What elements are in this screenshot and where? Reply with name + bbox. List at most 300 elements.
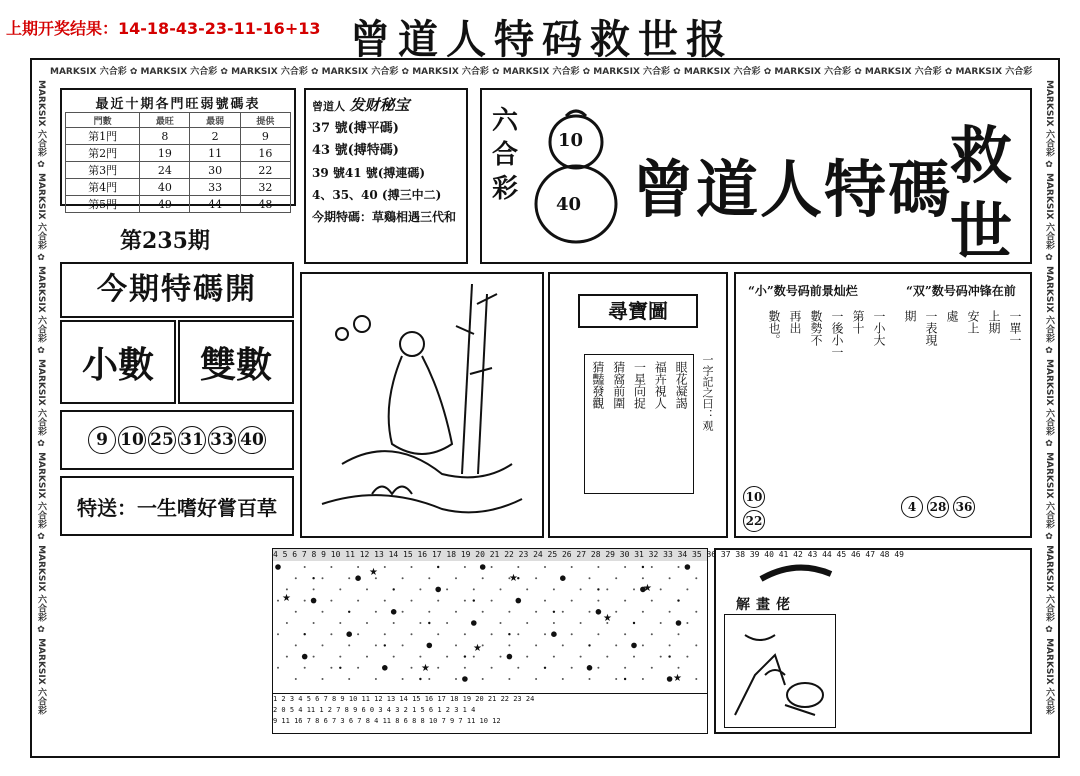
grid-dot <box>633 622 635 624</box>
grid-dot <box>402 577 404 579</box>
table-cell: 40 <box>140 179 190 196</box>
strip-text: MARKSIX 六合彩 <box>1044 452 1054 529</box>
table-cell: 44 <box>190 196 240 213</box>
grid-dot <box>562 611 564 613</box>
grid-dot <box>357 600 359 602</box>
strip-text: MARKSIX 六合彩 <box>321 67 399 77</box>
table-row <box>66 179 291 196</box>
grid-dot <box>695 577 697 579</box>
grid-dot <box>277 667 279 669</box>
table-row <box>66 196 291 213</box>
commentary-column: 數也。 <box>767 310 781 346</box>
commentary-box <box>734 272 1032 538</box>
grid-dot <box>686 588 688 590</box>
grid-dot <box>402 678 404 680</box>
strip-text: MARKSIX 六合彩 <box>1044 80 1054 157</box>
grid-dot <box>382 665 388 671</box>
grid-dot <box>313 622 315 624</box>
lady-illustration <box>300 272 544 538</box>
strip-text: MARKSIX 六合彩 <box>593 67 671 77</box>
grid-dot <box>597 566 599 568</box>
grid-dot <box>419 678 421 680</box>
grid-dot <box>596 609 602 615</box>
table-cell: 49 <box>140 196 190 213</box>
poem-column: 眼花凝謁 <box>674 361 689 409</box>
grid-dot <box>633 588 635 590</box>
grid-footer-row: 9 11 16 7 8 6 7 3 6 7 8 4 11 8 6 8 8 10 7 9 7 11 10 12 <box>273 717 501 725</box>
number-ball: 10 <box>743 486 765 508</box>
grid-dot <box>580 656 582 658</box>
grid-dot <box>473 588 475 590</box>
commentary-column: 再出 <box>788 310 802 334</box>
commentary-text-a <box>746 310 886 506</box>
lady-drawing-icon <box>302 274 542 536</box>
tip-line: 39 號41 號(搏連碼) <box>312 166 426 180</box>
grid-dot <box>393 656 395 658</box>
strip-text: MARKSIX 六合彩 <box>36 545 46 622</box>
grid-dot <box>419 656 421 658</box>
grid-dot <box>384 633 386 635</box>
grid-dot <box>589 611 591 613</box>
grid-dot <box>393 588 395 590</box>
table-cell: 30 <box>190 162 240 179</box>
grid-dot <box>339 656 341 658</box>
grid-dot <box>597 600 599 602</box>
grid-dot <box>491 566 493 568</box>
grid-dot <box>391 609 397 615</box>
grid-dot <box>597 633 599 635</box>
grid-dot <box>339 622 341 624</box>
grid-dot <box>686 622 688 624</box>
grid-dot <box>491 667 493 669</box>
grid-dot <box>419 622 421 624</box>
table-header: 最旺 <box>140 113 190 128</box>
grid-dot <box>589 678 591 680</box>
left-border-strip: MARKSIX 六合彩 ✿ MARKSIX 六合彩 ✿ MARKSIX 六合彩 ✿ MARKSIX 六合彩 ✿ MARKSIX 六合彩 ✿ MARKSIX 六合彩 ✿ MARKSIX 六合彩 <box>36 80 46 715</box>
special-open-left: 小數 <box>60 320 176 404</box>
grid-dot <box>642 644 644 646</box>
commentary-column: 上期 <box>987 310 1001 334</box>
commentary-column: 一小大 <box>872 310 886 346</box>
strip-text: MARKSIX 六合彩 <box>1044 266 1054 343</box>
grid-dot <box>357 667 359 669</box>
grid-dot <box>676 620 682 626</box>
grid-dot <box>286 588 288 590</box>
commentary-column: 數勢不 <box>809 310 823 346</box>
grid-dot <box>678 667 680 669</box>
table-cell: 第3門 <box>66 162 140 179</box>
grid-dot <box>562 678 564 680</box>
grid-dot <box>677 599 679 601</box>
grid-star: ★ <box>673 673 682 684</box>
commentary-column: 安上 <box>966 310 980 334</box>
grid-dot <box>384 644 386 646</box>
strip-text: MARKSIX 六合彩 <box>36 638 46 715</box>
table-cell: 8 <box>140 128 190 145</box>
weak-table-title: 最近十期各門旺弱號碼表 <box>95 97 261 112</box>
table-header-row <box>66 113 291 128</box>
table-cell: 第4門 <box>66 179 140 196</box>
grid-dot <box>339 588 341 590</box>
strip-text: MARKSIX 六合彩 <box>1044 545 1054 622</box>
table-cell: 48 <box>240 196 290 213</box>
grid-dot <box>428 622 430 624</box>
grid-dot <box>464 667 466 669</box>
grid-dot <box>437 566 439 568</box>
grid-dot <box>295 644 297 646</box>
grid-dot <box>322 577 324 579</box>
grid-dot <box>357 566 359 568</box>
grid-dot <box>631 643 637 649</box>
grid-dot <box>302 654 308 660</box>
grid-dot <box>464 600 466 602</box>
table-header: 門數 <box>66 113 140 128</box>
grid-dot <box>667 676 673 682</box>
grid-dot <box>642 566 644 568</box>
issue-number: 第235期 <box>120 228 210 254</box>
grid-footer-row: 2 0 5 4 11 1 2 7 8 9 6 0 3 4 3 2 1 5 6 1 2 3 1 4 <box>273 706 476 714</box>
liuhecai-label: 六合彩 <box>492 106 519 204</box>
grid-dot <box>482 678 484 680</box>
grid-dot <box>464 566 466 568</box>
poem-column: 猜窩前圍 <box>611 361 626 409</box>
grid-dot <box>669 644 671 646</box>
grid-dot <box>642 577 644 579</box>
table-cell: 24 <box>140 162 190 179</box>
grid-dot <box>660 622 662 624</box>
tips-person: 曾道人 <box>312 100 345 113</box>
grid-dot <box>366 588 368 590</box>
commentary-head-small: “小”数号码前景灿烂 <box>748 284 858 298</box>
treasure-poem <box>584 354 694 494</box>
special-open-right: 雙數 <box>178 320 294 404</box>
strip-text: MARKSIX 六合彩 <box>683 67 761 77</box>
grid-dot <box>384 600 386 602</box>
grid-dot <box>455 644 457 646</box>
grid-dot <box>606 588 608 590</box>
commentary-column: 處 <box>945 310 959 322</box>
grid-dot <box>446 656 448 658</box>
weak-strong-table-box <box>60 88 296 211</box>
grid-dot <box>508 644 510 646</box>
grid-dot <box>346 631 352 637</box>
grid-dot <box>597 667 599 669</box>
treasure-sign: 尋寶圖 <box>578 294 698 328</box>
grid-dot <box>437 600 439 602</box>
table-cell: 第1門 <box>66 128 140 145</box>
grid-dot <box>355 575 361 581</box>
strip-text: MARKSIX 六合彩 <box>412 67 489 77</box>
logo-brand: 曾道人特碼 <box>632 153 953 226</box>
grid-dot <box>535 577 537 579</box>
grid-dot <box>482 577 484 579</box>
grid-dot <box>651 667 653 669</box>
grid-dot <box>330 633 332 635</box>
commentary-balls-b <box>900 496 976 518</box>
strip-text: MARKSIX 六合彩 <box>864 67 942 77</box>
commentary-column: 一後小一 <box>830 310 844 358</box>
number-ball: 28 <box>927 496 949 518</box>
number-ball: 25 <box>148 426 176 454</box>
grid-dot <box>507 654 513 660</box>
strip-text: MARKSIX 六合彩 <box>231 67 308 77</box>
grid-dot <box>526 588 528 590</box>
grid-dot <box>516 598 522 604</box>
table-cell: 16 <box>240 145 290 162</box>
grid-dot <box>482 644 484 646</box>
grid-dot <box>437 633 439 635</box>
grid-dot <box>668 655 670 657</box>
grid-dot <box>500 656 502 658</box>
grid-dot <box>678 566 680 568</box>
grid-dot <box>678 633 680 635</box>
grid-dot <box>277 633 279 635</box>
grid-dot <box>624 600 626 602</box>
grid-dot <box>517 633 519 635</box>
grid-dot <box>615 611 617 613</box>
poem-column: 一星向捉 <box>632 361 647 409</box>
grid-header-numbers: 4 5 6 7 8 9 10 11 12 13 14 15 16 17 18 19 20 21 22 23 24 25 26 27 28 29 30 31 32 33 34 35 36 37 38 39 40 41 42 43 44 45 46 47 48 49 <box>273 550 904 559</box>
treasure-map-box <box>548 272 728 538</box>
number-ball: 31 <box>178 426 206 454</box>
grid-dot <box>651 633 653 635</box>
grid-dot <box>304 633 306 635</box>
strip-text: MARKSIX 六合彩 <box>1044 173 1054 250</box>
grid-dot <box>348 678 350 680</box>
grid-dot <box>535 678 537 680</box>
grid-dot <box>437 667 439 669</box>
strip-text: MARKSIX 六合彩 <box>36 359 46 436</box>
number-ball: 10 <box>118 426 146 454</box>
commentary-text-b <box>892 310 1022 506</box>
grid-dot <box>428 611 430 613</box>
grid-dot <box>295 577 297 579</box>
table-cell: 22 <box>240 162 290 179</box>
table-header: 最弱 <box>190 113 240 128</box>
grid-dot <box>580 622 582 624</box>
grid-dot <box>508 633 510 635</box>
grid-dot <box>560 575 566 581</box>
grid-dot <box>685 564 691 570</box>
grid-dot <box>311 598 317 604</box>
grid-dot <box>411 600 413 602</box>
grid-dot <box>633 656 635 658</box>
grid-dot <box>587 665 593 671</box>
tips-header <box>312 94 460 118</box>
grid-dot <box>295 611 297 613</box>
grid-footer <box>273 693 707 727</box>
brush-stroke-icon <box>756 554 836 588</box>
grid-dot <box>526 656 528 658</box>
grid-dot <box>571 667 573 669</box>
grid-dot <box>624 566 626 568</box>
grid-dot <box>669 577 671 579</box>
table-cell: 19 <box>140 145 190 162</box>
zodiac-gift: 特送：一生嗜好嘗百草 <box>60 476 294 536</box>
grid-dot <box>411 667 413 669</box>
dot-grid-drawing <box>273 561 707 689</box>
grid-dot <box>393 622 395 624</box>
grid-dot <box>669 611 671 613</box>
commentary-column: 一表現 <box>924 310 938 346</box>
commentary-column: 期 <box>903 310 917 322</box>
grid-dot <box>553 588 555 590</box>
grid-dot <box>517 566 519 568</box>
table-row <box>66 145 291 162</box>
number-ball: 36 <box>953 496 975 518</box>
tip-line: 4、35、40 (搏三中二) <box>312 188 442 202</box>
grid-dot <box>304 600 306 602</box>
grid-dot <box>606 656 608 658</box>
grid-dot <box>660 588 662 590</box>
grid-dot <box>455 577 457 579</box>
grid-dot <box>473 599 475 601</box>
weak-table <box>65 112 291 213</box>
grid-star: ★ <box>282 593 291 604</box>
number-ball: 22 <box>743 510 765 532</box>
strip-text: MARKSIX 六合彩 <box>36 173 46 250</box>
grid-dot <box>304 667 306 669</box>
grid-dot <box>491 633 493 635</box>
grid-dot <box>322 644 324 646</box>
right-border-strip: MARKSIX 六合彩 ✿ MARKSIX 六合彩 ✿ MARKSIX 六合彩 ✿ MARKSIX 六合彩 ✿ MARKSIX 六合彩 ✿ MARKSIX 六合彩 ✿ MARKSIX 六合彩 <box>1044 80 1054 715</box>
strip-text: MARKSIX 六合彩 <box>36 452 46 529</box>
strip-text: MARKSIX 六合彩 <box>36 266 46 343</box>
special-open-title-box <box>60 262 294 318</box>
grid-dot <box>428 678 430 680</box>
grid-dot <box>571 600 573 602</box>
grid-dot <box>446 588 448 590</box>
grid-dot <box>455 678 457 680</box>
grid-dot <box>322 678 324 680</box>
grid-dot <box>295 678 297 680</box>
gourd-icon <box>526 106 626 246</box>
table-cell: 33 <box>190 179 240 196</box>
last-result-label: 上期开奖结果： <box>6 19 119 38</box>
commentary-balls-a <box>742 486 766 532</box>
grid-dot <box>411 633 413 635</box>
grid-dot <box>526 622 528 624</box>
grid-dot <box>624 667 626 669</box>
table-cell: 2 <box>190 128 240 145</box>
grid-dot <box>686 656 688 658</box>
table-header: 提供 <box>240 113 290 128</box>
grid-dot <box>375 678 377 680</box>
gourd-number-top: 10 <box>558 130 584 151</box>
poem-column: 福卉視人 <box>653 361 668 409</box>
grid-dot <box>366 656 368 658</box>
grid-dot <box>615 678 617 680</box>
number-ball: 4 <box>901 496 923 518</box>
grid-dot <box>419 588 421 590</box>
grid-star: ★ <box>509 573 518 584</box>
grid-star: ★ <box>603 613 612 624</box>
number-ball: 9 <box>88 426 116 454</box>
grid-dot <box>455 611 457 613</box>
grid-dot <box>491 600 493 602</box>
last-result <box>6 16 320 39</box>
grid-dot <box>571 566 573 568</box>
grid-dot <box>411 566 413 568</box>
grid-dot <box>551 631 557 637</box>
grid-dot <box>464 655 466 657</box>
grid-dot <box>597 588 599 590</box>
grid-dot <box>651 600 653 602</box>
grid-star: ★ <box>369 567 378 578</box>
commentary-head-even: “双”数号码冲锋在前 <box>906 284 1016 298</box>
grid-star: ★ <box>643 583 652 594</box>
grid-dot <box>544 667 546 669</box>
grid-dot <box>366 622 368 624</box>
grid-dot <box>615 644 617 646</box>
grid-dot <box>357 633 359 635</box>
grid-star: ★ <box>421 663 430 674</box>
strip-text: MARKSIX 六合彩 <box>502 67 580 77</box>
grid-dot <box>435 587 441 593</box>
grid-dot <box>553 622 555 624</box>
strip-text: MARKSIX 六合彩 <box>36 80 46 157</box>
tip-line: 43 號(搏特碼) <box>312 143 399 158</box>
last-result-numbers: 14-18-43-23-11-16+13 <box>118 19 321 38</box>
table-cell: 第2門 <box>66 145 140 162</box>
today-special: 今期特碼：草鷄相遇三代和 <box>312 210 457 224</box>
strip-text: MARKSIX 六合彩 <box>140 67 218 77</box>
tip-line: 37 號(搏平碼) <box>312 121 399 136</box>
grid-dot <box>384 566 386 568</box>
grid-dot <box>286 656 288 658</box>
grid-dot <box>277 600 279 602</box>
grid-dot <box>642 611 644 613</box>
grid-dot <box>313 588 315 590</box>
grid-dot <box>339 667 341 669</box>
grid-dot <box>427 643 433 649</box>
grid-dot <box>535 644 537 646</box>
grid-dot <box>500 588 502 590</box>
grid-dot <box>508 611 510 613</box>
grid-dot <box>348 577 350 579</box>
grid-dot <box>473 656 475 658</box>
number-ball: 33 <box>208 426 236 454</box>
grid-dot <box>428 577 430 579</box>
grid-dot <box>313 656 315 658</box>
grid-dot <box>553 656 555 658</box>
puzzle-image-frame <box>724 614 836 728</box>
grid-footer-row: 1 2 3 4 5 6 7 8 9 10 11 12 13 14 15 16 17 18 19 20 21 22 23 24 <box>273 695 535 703</box>
recommended-numbers <box>60 410 294 470</box>
grid-dot <box>624 678 626 680</box>
grid-dot <box>580 588 582 590</box>
grid-dot <box>322 611 324 613</box>
gourd-number-bottom: 40 <box>556 194 582 215</box>
strip-text: MARKSIX 六合彩 <box>955 67 1033 77</box>
grid-dot <box>275 564 281 570</box>
grid-dot <box>571 633 573 635</box>
table-cell: 32 <box>240 179 290 196</box>
logo-box <box>480 88 1032 268</box>
grid-dot <box>517 667 519 669</box>
strip-text: MARKSIX 六合彩 <box>50 67 127 77</box>
number-ball: 40 <box>238 426 266 454</box>
grid-dot <box>562 644 564 646</box>
commentary-column: 一單一 <box>1008 310 1022 346</box>
tips-words: 发财秘宝 <box>349 96 410 114</box>
treasure-note: 一字記之曰：观 <box>701 354 714 431</box>
grid-dot <box>500 622 502 624</box>
table-row <box>66 162 291 179</box>
grid-dot <box>402 611 404 613</box>
grid-star: ★ <box>473 643 482 654</box>
puzzle-title: 解畫佬 <box>736 597 796 613</box>
